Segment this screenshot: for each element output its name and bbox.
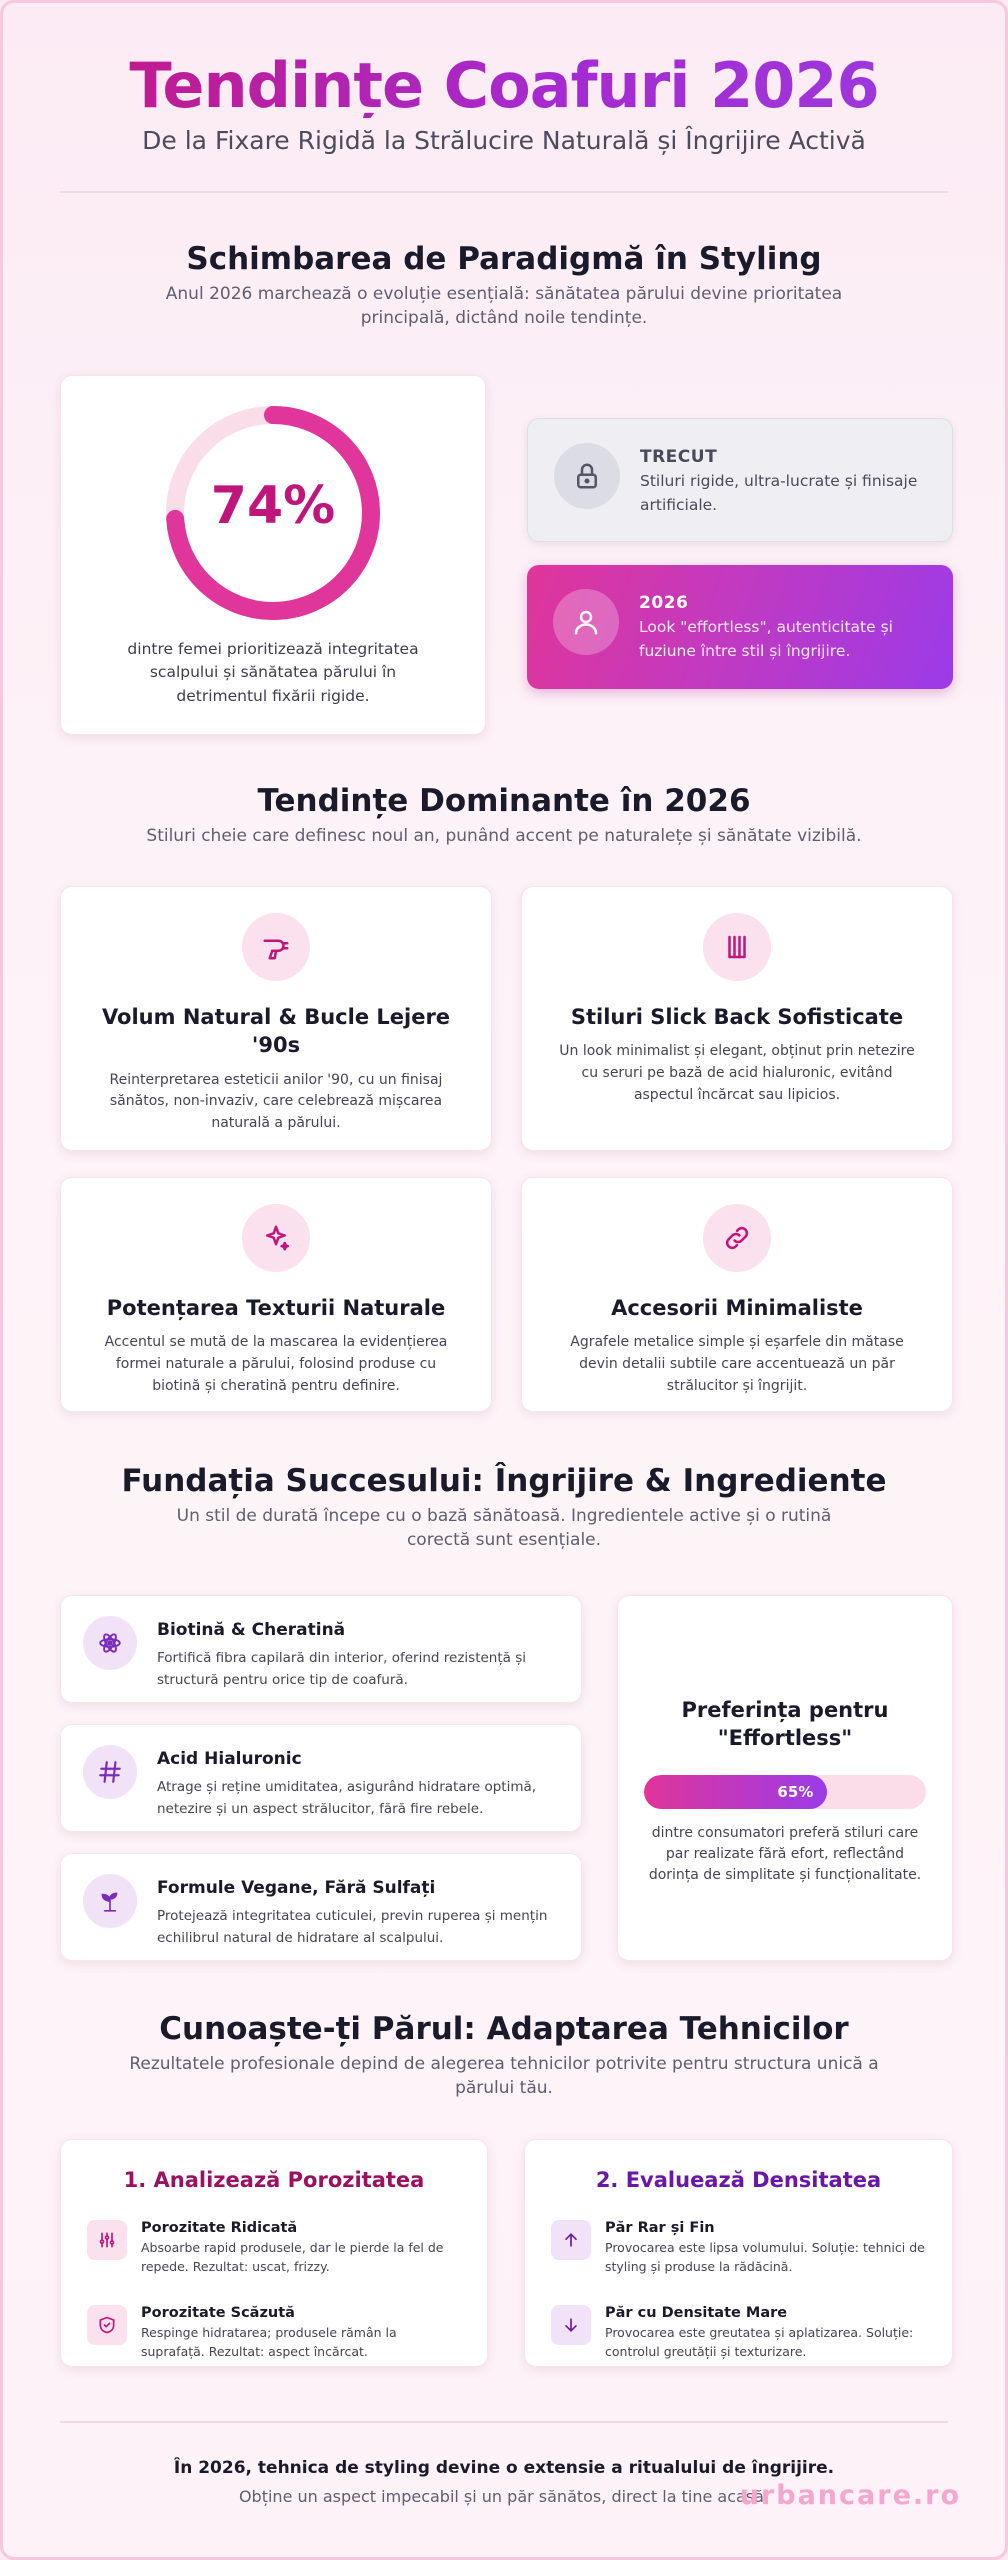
- ingredient-title: Formule Vegane, Fără Sulfați: [157, 1878, 436, 1898]
- preference-title: Preferința pentru "Effortless": [681, 1698, 889, 1751]
- section-title: Schimbarea de Paradigmă în Styling: [186, 241, 822, 277]
- paradigm-section: [3, 241, 1005, 331]
- stat-card: [60, 375, 486, 735]
- page-title: Tendințe Coafuri 2026: [3, 53, 1005, 118]
- trend-desc: Agrafele metalice simple și eșarfele din mătase devin detalii subtile care accentuează un păr strălucitor și îngrijit.: [570, 1334, 904, 1394]
- section-title: Fundația Succesului: Îngrijire & Ingrediente: [121, 1463, 887, 1499]
- stat-value: 74%: [210, 476, 336, 536]
- section-subtitle: Stiluri cheie care definesc noul an, punând accent pe naturalețe și sănătate vizibilă.: [146, 826, 862, 846]
- era-now-card: [527, 565, 953, 689]
- comb-icon: [703, 913, 771, 981]
- era-past-desc: Stiluri rigide, ultra-lucrate și finisaje artificiale.: [640, 472, 918, 515]
- trend-card: [521, 1177, 953, 1412]
- preference-bar-fill: [644, 1775, 827, 1809]
- ingredient-card: [60, 1724, 582, 1832]
- hair-item-desc: Respinge hidratarea; produsele rămân la suprafață. Rezultat: aspect încărcat.: [141, 2324, 397, 2360]
- hair-item: [551, 2220, 926, 2277]
- trend-card: [60, 886, 492, 1151]
- brand-watermark: urbancare.ro: [739, 2480, 961, 2511]
- sprout-icon: [83, 1874, 137, 1928]
- sparkles-icon: [242, 1204, 310, 1272]
- porosity-heading: 1. Analizează Porozitatea: [123, 2168, 425, 2192]
- trend-desc: Accentul se mută de la mascarea la evidențierea formei naturale a părului, folosind produse cu biotină și cheratină pentru definire.: [104, 1334, 448, 1394]
- hair-section: [3, 2011, 1005, 2101]
- hair-item: [87, 2305, 461, 2362]
- page-subtitle: De la Fixare Rigidă la Strălucire Naturală și Îngrijire Activă: [142, 126, 866, 156]
- hair-item: [87, 2220, 461, 2277]
- trend-card: [60, 1177, 492, 1412]
- era-past-title: TRECUT: [640, 447, 718, 467]
- ingredient-desc: Fortifică fibra capilară din interior, oferind rezistență și structură pentru orice tip de coafură.: [157, 1650, 526, 1688]
- preference-bar-label: 65%: [777, 1782, 814, 1801]
- era-past-card: [527, 418, 953, 542]
- hair-item-title: Păr Rar și Fin: [605, 2220, 715, 2236]
- ingredient-card: [60, 1853, 582, 1961]
- ingredient-title: Acid Hialuronic: [157, 1749, 302, 1769]
- hair-item-desc: Provocarea este lipsa volumului. Soluție: tehnici de styling și produse la rădăcină.: [605, 2240, 925, 2275]
- divider: [60, 2421, 948, 2423]
- preference-desc: dintre consumatori preferă stiluri care par realizate fără efort, reflectând dorința de simplitate și funcționalitate.: [648, 1824, 922, 1883]
- ingredient-desc: Atrage și reține umiditatea, asigurând hidratare optimă, netezire și un aspect strălucitor, fără fire rebele.: [157, 1779, 537, 1817]
- section-subtitle: Rezultatele profesionale depind de alegerea tehnicilor potrivite pentru structura unică a părului tău.: [129, 2054, 879, 2098]
- footer-sub: Obține un aspect impecabil și un păr sănătos, direct la tine acasă.: [238, 2487, 770, 2506]
- density-card: [524, 2139, 953, 2367]
- hair-dryer-icon: [242, 913, 310, 981]
- hair-item-desc: Provocarea este greutatea și aplatizarea. Soluție: controlul greutății și texturizare.: [605, 2324, 914, 2360]
- hash-icon: [83, 1745, 137, 1799]
- section-subtitle: Un stil de durată începe cu o bază sănătoasă. Ingredientele active și o rutină corectă sunt esențiale.: [176, 1506, 832, 1550]
- preference-bar: [644, 1775, 926, 1809]
- trend-title: Potențarea Texturii Naturale: [106, 1296, 446, 1320]
- preference-card: [617, 1595, 953, 1961]
- trend-desc: Un look minimalist și elegant, obținut prin netezire cu seruri pe bază de acid hialuronic, evitând aspectul încărcat sau lipicios.: [559, 1043, 915, 1103]
- footer-main: În 2026, tehnica de styling devine o extensie a ritualului de îngrijire.: [173, 2458, 835, 2478]
- sliders-icon: [87, 2220, 127, 2260]
- ingredient-title: Biotină & Cheratină: [157, 1620, 346, 1640]
- section-title: Tendințe Dominante în 2026: [257, 783, 751, 819]
- divider: [60, 191, 948, 193]
- hair-item-title: Porozitate Scăzută: [141, 2304, 295, 2321]
- section-subtitle: Anul 2026 marchează o evoluție esențială: sănătatea părului devine prioritatea principală, dictând noile tendințe.: [165, 284, 843, 328]
- hair-item-title: Păr cu Densitate Mare: [605, 2304, 788, 2321]
- trend-desc: Reinterpretarea esteticii anilor '90, cu un finisaj sănătos, non-invaziv, care celebrează mișcarea naturală a părului.: [109, 1071, 443, 1132]
- porosity-card: [60, 2139, 488, 2367]
- shield-icon: [87, 2305, 127, 2345]
- era-now-desc: Look "effortless", autenticitate și fuziune între stil și îngrijire.: [639, 618, 893, 661]
- hair-item-desc: Absoarbe rapid produsele, dar le pierde la fel de repede. Rezultat: uscat, frizzy.: [141, 2240, 444, 2275]
- section-title: Cunoaște-ți Părul: Adaptarea Tehnicilor: [159, 2011, 849, 2047]
- era-now-title: 2026: [639, 593, 689, 613]
- trend-title: Accesorii Minimaliste: [611, 1296, 863, 1320]
- density-heading: 2. Evaluează Densitatea: [595, 2168, 882, 2192]
- link-icon: [703, 1204, 771, 1272]
- atom-icon: [83, 1616, 137, 1670]
- ingredient-card: [60, 1595, 582, 1703]
- donut-chart: [158, 398, 388, 628]
- arrow-down-icon: [551, 2305, 591, 2345]
- hair-item: [551, 2305, 926, 2362]
- hair-item-title: Porozitate Ridicată: [141, 2220, 298, 2236]
- stat-caption: dintre femei prioritizează integritatea scalpului și sănătatea părului în detrimentul fixării rigide.: [127, 640, 419, 705]
- lock-icon: [554, 443, 620, 509]
- hero: [3, 3, 1005, 155]
- trend-title: Stiluri Slick Back Sofisticate: [570, 1005, 904, 1029]
- ingredient-desc: Protejează integritatea cuticulei, previn ruperea și mențin echilibrul natural de hidratare al scalpului.: [157, 1908, 548, 1946]
- foundation-section: [3, 1463, 1005, 1553]
- trend-card: [521, 886, 953, 1151]
- arrow-up-icon: [551, 2220, 591, 2260]
- trends-section: [3, 783, 1005, 849]
- user-icon: [553, 589, 619, 655]
- trend-title: Volum Natural & Bucle Lejere '90s: [101, 1005, 451, 1058]
